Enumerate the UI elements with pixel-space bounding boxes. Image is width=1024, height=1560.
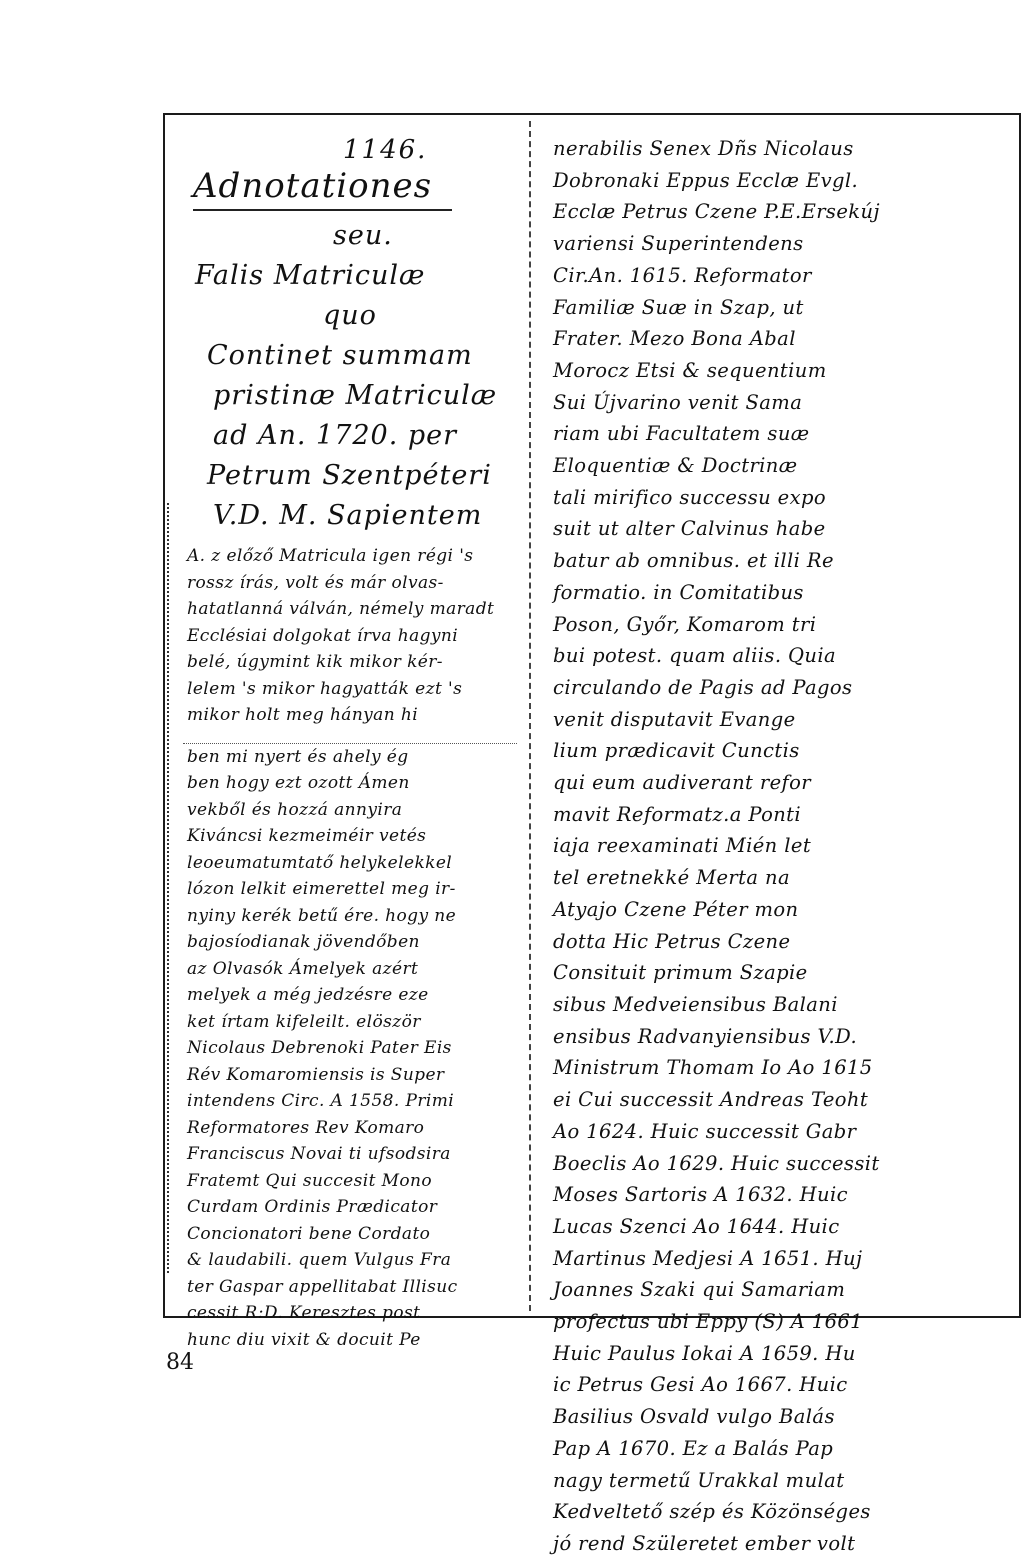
manuscript-line: ei Cui successit Andreas Teoht: [553, 1088, 869, 1112]
manuscript-line: lium prædicavit Cunctis: [553, 739, 800, 763]
manuscript-line: Curdam Ordinis Prædicator: [187, 1197, 438, 1217]
manuscript-line: ensibus Radvanyiensibus V.D.: [553, 1024, 858, 1048]
manuscript-line: az Olvasók Ámelyek azért: [187, 958, 419, 979]
manuscript-line: bui potest. quam aliis. Quia: [553, 644, 837, 668]
manuscript-line: Concionatori bene Cordato: [187, 1223, 431, 1244]
manuscript-line: Pap A 1670. Ez a Balás Pap: [553, 1436, 834, 1460]
manuscript-line: Kiváncsi kezmeiméir vetés: [187, 826, 427, 846]
manuscript-line: ter Gaspar appellitabat Illisuc: [187, 1276, 458, 1297]
manuscript-line: hatatlanná válván, némely maradt: [187, 599, 495, 619]
heading-line: ad An. 1720. per: [213, 420, 458, 451]
manuscript-line: tali mirifico successu expo: [553, 485, 827, 509]
page-fold-divider: [529, 121, 531, 1311]
heading-line: Continet summam: [207, 340, 473, 371]
manuscript-line: tel eretnekké Merta na: [553, 866, 790, 890]
manuscript-line: variensi Superintendens: [553, 232, 804, 256]
manuscript-line: profectus ubi Eppy (S) A 1661: [553, 1310, 863, 1334]
manuscript-line: Ministrum Thomam Io Ao 1615: [553, 1056, 873, 1080]
manuscript-line: circulando de Pagis ad Pagos: [553, 675, 853, 699]
margin-annotation-marks: [167, 503, 183, 1273]
manuscript-line: dotta Hic Petrus Czene: [553, 929, 791, 953]
manuscript-title: Adnotationes: [193, 165, 452, 211]
heading-line: Petrum Szentpéteri: [207, 460, 492, 491]
manuscript-line: nagy termetű Urakkal mulat: [553, 1468, 845, 1492]
manuscript-line: batur ab omnibus. et illi Re: [553, 549, 834, 573]
manuscript-line: ket írtam kifeleilt. elöször: [187, 1011, 421, 1032]
manuscript-line: Reformatores Rev Komaro: [187, 1117, 425, 1138]
manuscript-line: Boeclis Ao 1629. Huic successit: [553, 1151, 880, 1175]
manuscript-line: Dobronaki Eppus Ecclæ Evgl.: [553, 168, 859, 192]
manuscript-line: Huic Paulus Iokai A 1659. Hu: [553, 1341, 856, 1365]
manuscript-line: Cir.An. 1615. Reformator: [553, 263, 812, 287]
manuscript-line: ben hogy ezt ozott Ámen: [187, 773, 410, 793]
right-column: [537, 115, 1019, 1555]
manuscript-line: Familiæ Suæ in Szap, ut: [553, 295, 804, 319]
manuscript-line: belé, úgymint kik mikor kér-: [187, 652, 443, 672]
heading-line: seu.: [333, 220, 393, 251]
manuscript-line: vekből és hozzá annyira: [187, 799, 403, 820]
heading-line: pristinæ Matriculæ: [213, 380, 498, 411]
manuscript-line: Joannes Szaki qui Samariam: [553, 1278, 846, 1302]
page-number: 84: [166, 1350, 194, 1375]
manuscript-line: hunc diu vixit & docuit Pe: [187, 1329, 421, 1350]
manuscript-line: venit disputavit Evange: [553, 707, 796, 731]
manuscript-line: Sui Újvarino venit Sama: [553, 390, 803, 414]
manuscript-line: rossz írás, volt és már olvas-: [187, 572, 444, 593]
manuscript-line: ben mi nyert és ahely ég: [187, 746, 409, 767]
manuscript-line: riam ubi Facultatem suæ: [553, 422, 810, 446]
manuscript-line: Rév Komaromiensis is Super: [187, 1064, 445, 1085]
manuscript-line: & laudabili. quem Vulgus Fra: [187, 1250, 452, 1270]
manuscript-line: nyiny kerék betű ére. hogy ne: [187, 905, 457, 926]
manuscript-line: mavit Reformatz.a Ponti: [553, 802, 802, 826]
manuscript-line: melyek a még jedzésre eze: [187, 985, 429, 1005]
manuscript-line: iaja reexaminati Mién let: [553, 834, 812, 858]
manuscript-line: [183, 729, 517, 744]
manuscript-line: cessit R:D. Keresztes post: [187, 1303, 421, 1323]
manuscript-line: sibus Medveiensibus Balani: [553, 992, 838, 1016]
manuscript-line: mikor holt meg hányan hi: [187, 705, 419, 725]
manuscript-line: bajosíodianak jövendőben: [187, 932, 420, 952]
manuscript-line: Franciscus Novai ti ufsodsira: [187, 1144, 451, 1164]
left-body-text: [183, 543, 517, 1353]
manuscript-line: Morocz Etsi & sequentium: [553, 358, 827, 382]
manuscript-line: ic Petrus Gesi Ao 1667. Huic: [553, 1373, 848, 1397]
manuscript-line: qui eum audiverant refor: [553, 771, 812, 795]
manuscript-line: Eloquentiæ & Doctrinæ: [553, 454, 798, 478]
left-column: [165, 115, 527, 1350]
manuscript-line: jó rend Szüleretet ember volt: [553, 1531, 856, 1555]
manuscript-line: Frater. Mezo Bona Abal: [553, 327, 796, 351]
manuscript-line: lózon lelkit eimerettel meg ir-: [187, 879, 456, 899]
heading-line: V.D. M. Sapientem: [213, 500, 483, 531]
manuscript-line: lelem 's mikor hagyatták ezt 's: [187, 678, 463, 699]
manuscript-number: 1146.: [343, 135, 428, 165]
manuscript-line: formatio. in Comitatibus: [553, 580, 804, 604]
manuscript-line: Lucas Szenci Ao 1644. Huic: [553, 1214, 840, 1238]
manuscript-line: Fratemt Qui succesit Mono: [187, 1170, 433, 1191]
manuscript-line: Ecclésiai dolgokat írva hagyni: [187, 625, 459, 646]
manuscript-line: intendens Circ. A 1558. Primi: [187, 1091, 455, 1111]
manuscript-line: Poson, Győr, Komarom tri: [553, 612, 817, 636]
heading-line: quo: [323, 300, 377, 331]
manuscript-line: Martinus Medjesi A 1651. Huj: [553, 1246, 863, 1270]
manuscript-line: Consituit primum Szapie: [553, 961, 808, 985]
manuscript-line: Basilius Osvald vulgo Balás: [553, 1405, 835, 1429]
manuscript-line: A. z előző Matricula igen régi 's: [187, 546, 474, 566]
manuscript-line: suit ut alter Calvinus habe: [553, 517, 826, 541]
manuscript-line: Atyajo Czene Péter mon: [553, 897, 799, 921]
manuscript-line: Kedveltető szép és Közönséges: [553, 1500, 871, 1524]
manuscript-line: Nicolaus Debrenoki Pater Eis: [187, 1038, 452, 1058]
manuscript-line: Ao 1624. Huic successit Gabr: [553, 1119, 857, 1143]
manuscript-line: Moses Sartoris A 1632. Huic: [553, 1183, 848, 1207]
manuscript-line: leoeumatumtatő helykelekkel: [187, 852, 453, 873]
heading-line: Falis Matriculæ: [195, 260, 426, 291]
manuscript-line: Ecclæ Petrus Czene P.E.Ersekúj: [553, 200, 880, 224]
manuscript-line: nerabilis Senex Dñs Nicolaus: [553, 137, 854, 160]
